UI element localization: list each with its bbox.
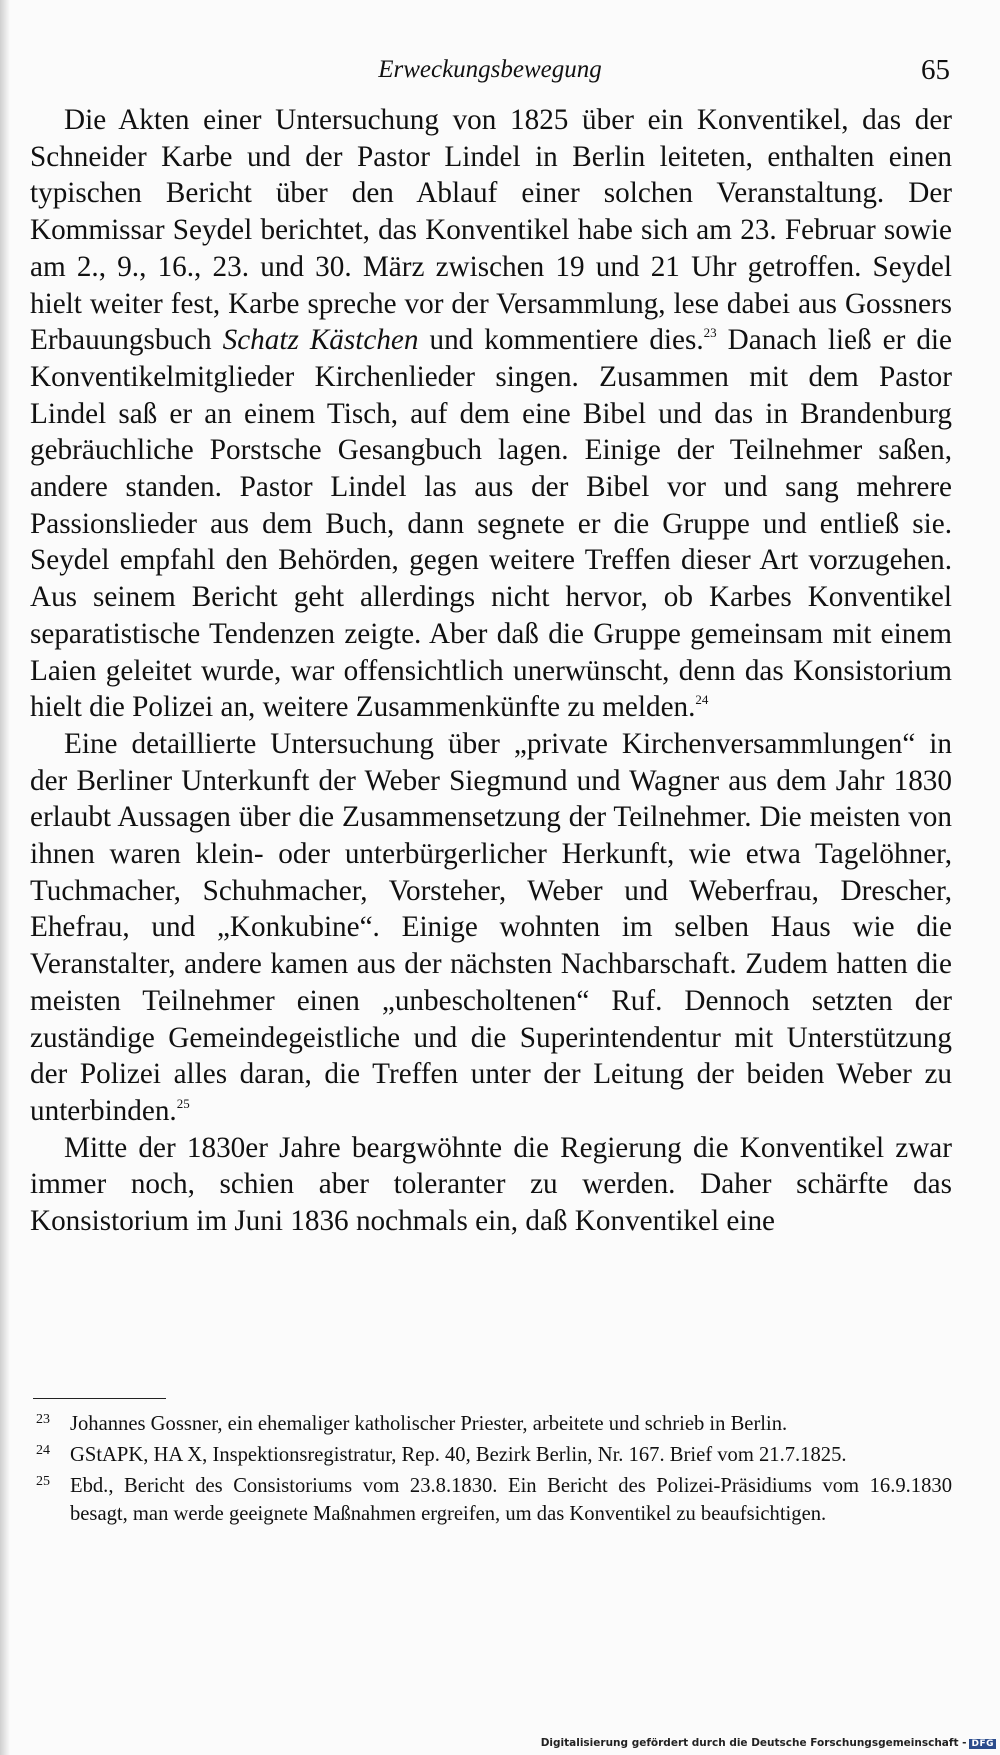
credit-text: Digitalisierung gefördert durch die Deutsche Forschungsgemeinschaft - (540, 1737, 967, 1749)
footnote-ref-25[interactable]: 25 (176, 1095, 190, 1111)
footnote-text: GStAPK, HA X, Inspektionsregistratur, Rep. 40, Bezirk Berlin, Nr. 167. Brief vom 21.7.1825. (70, 1444, 847, 1466)
footnote-number: 25 (36, 1474, 50, 1489)
page-number: 65 (921, 54, 950, 86)
paragraph-1-part-3: Danach ließ er die Konventikelmitglieder Kirchenlieder singen. Zusammen mit dem Pastor Lindel saß er an einem Tisch, auf dem eine Bibel und das in Brandenburg gebräuchliche Porstsche Gesangbuch lagen. Einige der Teilnehmer saßen, andere standen. Pastor Lindel las aus der Bibel vor und sang mehrere Passionslieder aus dem Buch, dann segnete er die Gruppe und entließ sie. Seydel empfahl den Behörden, gegen weitere Treffen dieser Art vorzugehen. Aus seinem Bericht geht allerdings nicht hervor, ob Karbes Konventikel separatistische Tendenzen zeigte. Aber daß die Gruppe gemeinsam mit einem Laien geleitet wurde, war offensichtlich unerwünscht, denn das Konsistorium hielt die Polizei an, weitere Zusammenkünfte zu melden. (30, 324, 952, 724)
footnote-number: 24 (36, 1443, 50, 1458)
book-title: Schatz Kästchen (222, 324, 419, 357)
footnote-text: Ebd., Bericht des Consistoriums vom 23.8.1830. Ein Bericht des Polizei-Präsidiums vom 16.9.1830 besagt, man werde geeignete Maßnahmen ergreifen, um das Konventikel zu beaufsichtigen. (70, 1475, 952, 1525)
footnote-24 (30, 1441, 952, 1469)
paragraph-1-part-1: Die Akten einer Untersuchung von 1825 über ein Konventikel, das der Schneider Karbe und der Pastor Lindel in Berlin leiteten, enthalten einen typischen Bericht über den Ablauf einer solchen Veranstaltung. Der Kommissar Seydel berichtet, das Konventikel habe sich am 23. Februar sowie am 2., 9., 16., 23. und 30. März zwischen 19 und 21 Uhr getroffen. Seydel hielt weiter fest, Karbe spreche vor der Versammlung, lese dabei aus Gossners Erbauungsbuch (30, 104, 952, 357)
footnote-25 (30, 1472, 952, 1528)
paragraph-3-text: Mitte der 1830er Jahre beargwöhnte die Regierung die Konventikel zwar immer noch, schien aber toleranter zu werden. Daher schärfte das Konsistorium im Juni 1836 nochmals ein, daß Konventikel eine (30, 1131, 952, 1238)
dfg-logo-icon: DFG (971, 1739, 994, 1749)
paragraph-2-text: Eine detaillierte Untersuchung über „private Kirchenversammlungen“ in der Berliner Unterkunft der Weber Siegmund und Wagner aus dem Jahr 1830 erlaubt Aussagen über die Zusammensetzung der Teilnehmer. Die meisten von ihnen waren klein- oder unterbürgerlicher Herkunft, wie etwa Tagelöhner, Tuchmacher, Schuhmacher, Vorsteher, Weber und Weberfrau, Drescher, Ehefrau, und „Konkubine“. Einige wohnten im selben Haus wie die Veranstalter, andere kamen aus der nächsten Nachbarschaft. Zudem hatten die meisten Teilnehmer einen „unbescholtenen“ Ruf. Dennoch setzten der zuständige Gemeindegeistliche und die Superintendentur mit Unterstützung der Polizei alles daran, die Treffen unter der Leitung der beiden Weber zu unterbinden. (30, 727, 952, 1127)
paragraph-1-part-2: und kommentiere dies. (418, 324, 704, 357)
paragraph-1 (30, 102, 952, 726)
footnotes (30, 1410, 952, 1531)
body-text (30, 102, 952, 1240)
footnote-ref-23[interactable]: 23 (703, 325, 717, 341)
footnote-23 (30, 1410, 952, 1438)
running-head (30, 50, 950, 90)
spine-shadow (0, 0, 10, 1755)
footnote-ref-24[interactable]: 24 (695, 692, 709, 708)
footnote-number: 23 (36, 1412, 50, 1427)
footnote-text: Johannes Gossner, ein ehemaliger katholischer Priester, arbeitete und schrieb in Berlin. (70, 1413, 788, 1435)
paragraph-3 (30, 1130, 952, 1240)
digitization-credit (541, 1737, 996, 1749)
running-title: Erweckungsbewegung (378, 56, 602, 83)
paragraph-2 (30, 726, 952, 1130)
footnote-divider (33, 1398, 166, 1399)
